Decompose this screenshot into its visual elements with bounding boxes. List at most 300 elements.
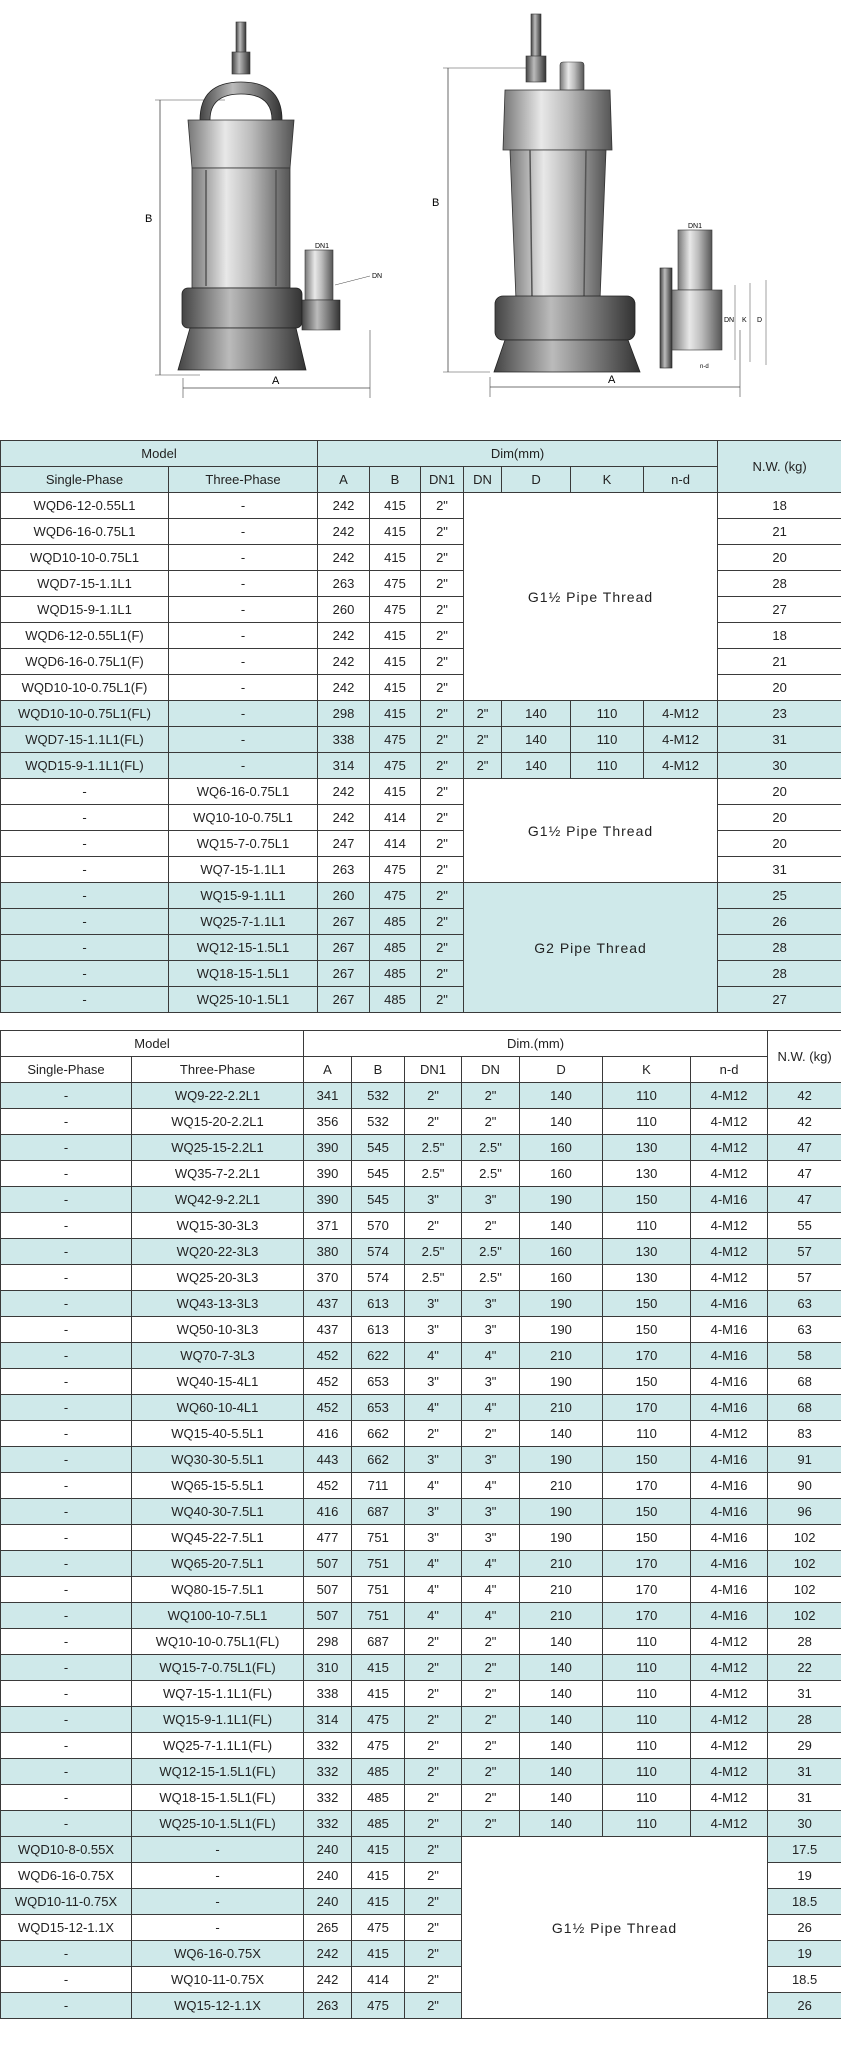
header-d-2: D [520, 1057, 603, 1083]
b-cell: 485 [352, 1811, 405, 1837]
three-cell: WQ50-10-3L3 [132, 1317, 304, 1343]
table-row [1, 1395, 841, 1421]
nw-cell: 58 [768, 1343, 841, 1369]
a-cell: 443 [304, 1447, 352, 1473]
a-cell: 390 [304, 1187, 352, 1213]
k-cell: 130 [603, 1135, 691, 1161]
dn1-cell: 2" [405, 1655, 462, 1681]
nd-cell: 4-M16 [691, 1551, 768, 1577]
single-cell: - [1, 1109, 132, 1135]
three-phase-cell: - [169, 753, 318, 779]
a-cell: 298 [304, 1629, 352, 1655]
table-row [1, 727, 841, 753]
dim-b-label-right: B [432, 197, 440, 209]
nd-cell: 4-M16 [691, 1369, 768, 1395]
three-phase-cell: WQ15-9-1.1L1 [169, 883, 318, 909]
dim-d-cell: 140 [502, 701, 571, 727]
dim-dn-label: DN [372, 273, 383, 280]
single-cell: - [1, 1421, 132, 1447]
dn-cell: 2" [462, 1707, 520, 1733]
b-cell: 485 [352, 1759, 405, 1785]
three-cell: WQ15-30-3L3 [132, 1213, 304, 1239]
table-row [1, 1343, 841, 1369]
a-cell: 390 [304, 1135, 352, 1161]
a-cell: 332 [304, 1733, 352, 1759]
nd-cell: 4-M12 [691, 1707, 768, 1733]
table-row [1, 779, 841, 805]
single-phase-cell: WQD6-16-0.75L1(F) [1, 649, 169, 675]
dim-dn1-cell: 2" [421, 831, 464, 857]
three-cell: WQ35-7-2.2L1 [132, 1161, 304, 1187]
table-row [1, 1655, 841, 1681]
dim-dn1-cell: 2" [421, 753, 464, 779]
dn-cell: 2" [462, 1733, 520, 1759]
b-cell: 475 [352, 1707, 405, 1733]
dim-b-cell: 414 [370, 831, 421, 857]
k-cell: 150 [603, 1369, 691, 1395]
b-cell: 532 [352, 1109, 405, 1135]
net-weight-cell: 19 [768, 1863, 841, 1889]
nw-cell: 47 [768, 1135, 841, 1161]
single-cell: - [1, 1239, 132, 1265]
single-phase-cell: WQD10-8-0.55X [1, 1837, 132, 1863]
a-cell: 370 [304, 1265, 352, 1291]
nw-cell: 83 [768, 1421, 841, 1447]
net-weight-cell: 19 [768, 1941, 841, 1967]
d-cell: 140 [520, 1811, 603, 1837]
header-d: D [502, 467, 571, 493]
dim-dn1-cell: 2" [421, 623, 464, 649]
dn1-cell: 2" [405, 1629, 462, 1655]
dim-dn1-cell: 2" [421, 883, 464, 909]
net-weight-cell: 28 [718, 935, 841, 961]
dim-dn1-cell: 2" [421, 493, 464, 519]
three-phase-cell: - [169, 493, 318, 519]
dim-d-label-right: D [757, 317, 763, 324]
dim-dn1-cell: 2" [421, 597, 464, 623]
single-phase-cell: WQD6-12-0.55L1(F) [1, 623, 169, 649]
d-cell: 210 [520, 1551, 603, 1577]
single-cell: - [1, 1551, 132, 1577]
dim-dn1-cell: 2" [405, 1993, 462, 2019]
net-weight-cell: 18 [718, 623, 841, 649]
single-phase-cell: WQD10-10-0.75L1(F) [1, 675, 169, 701]
d-cell: 140 [520, 1083, 603, 1109]
dn-cell: 3" [462, 1291, 520, 1317]
b-cell: 545 [352, 1135, 405, 1161]
single-phase-cell: - [1, 805, 169, 831]
nd-cell: 4-M16 [691, 1447, 768, 1473]
dim-dn1-cell: 2" [421, 857, 464, 883]
nd-cell: 4-M12 [691, 1785, 768, 1811]
dn1-cell: 2.5" [405, 1265, 462, 1291]
single-cell: - [1, 1135, 132, 1161]
table-row [1, 1551, 841, 1577]
dim-dn1-cell: 2" [405, 1967, 462, 1993]
single-cell: - [1, 1681, 132, 1707]
three-phase-cell: WQ15-7-0.75L1 [169, 831, 318, 857]
dim-b-cell: 415 [370, 519, 421, 545]
b-cell: 415 [352, 1681, 405, 1707]
dim-dn1-label: DN1 [315, 243, 330, 250]
d-cell: 140 [520, 1655, 603, 1681]
dim-a-cell: 242 [304, 1967, 352, 1993]
three-cell: WQ30-30-5.5L1 [132, 1447, 304, 1473]
k-cell: 130 [603, 1265, 691, 1291]
three-cell: WQ60-10-4L1 [132, 1395, 304, 1421]
single-cell: - [1, 1187, 132, 1213]
dn-cell: 2.5" [462, 1265, 520, 1291]
three-cell: WQ10-10-0.75L1(FL) [132, 1629, 304, 1655]
three-phase-cell: - [132, 1837, 304, 1863]
net-weight-cell: 20 [718, 545, 841, 571]
single-cell: - [1, 1629, 132, 1655]
single-cell: - [1, 1447, 132, 1473]
dim-a-label: A [272, 375, 280, 387]
nw-cell: 47 [768, 1187, 841, 1213]
dn-cell: 3" [462, 1187, 520, 1213]
dn1-cell: 2" [405, 1083, 462, 1109]
nw-cell: 28 [768, 1707, 841, 1733]
single-phase-cell: - [1, 831, 169, 857]
b-cell: 574 [352, 1239, 405, 1265]
three-cell: WQ40-30-7.5L1 [132, 1499, 304, 1525]
three-cell: WQ9-22-2.2L1 [132, 1083, 304, 1109]
k-cell: 170 [603, 1343, 691, 1369]
three-phase-cell: WQ10-11-0.75X [132, 1967, 304, 1993]
dim-dn-cell: 2" [464, 753, 502, 779]
three-cell: WQ25-10-1.5L1(FL) [132, 1811, 304, 1837]
a-cell: 416 [304, 1499, 352, 1525]
nw-cell: 68 [768, 1395, 841, 1421]
d-cell: 160 [520, 1265, 603, 1291]
dim-a-cell: 314 [318, 753, 370, 779]
three-cell: WQ43-13-3L3 [132, 1291, 304, 1317]
nd-cell: 4-M16 [691, 1577, 768, 1603]
a-cell: 437 [304, 1317, 352, 1343]
b-cell: 662 [352, 1421, 405, 1447]
nd-cell: 4-M12 [691, 1681, 768, 1707]
three-cell: WQ12-15-1.5L1(FL) [132, 1759, 304, 1785]
dim-a-cell: 242 [318, 493, 370, 519]
three-cell: WQ20-22-3L3 [132, 1239, 304, 1265]
k-cell: 150 [603, 1187, 691, 1213]
dim-b-cell: 415 [352, 1863, 405, 1889]
dim-dn-cell: 2" [464, 701, 502, 727]
a-cell: 341 [304, 1083, 352, 1109]
single-phase-cell: - [1, 883, 169, 909]
nw-cell: 31 [768, 1759, 841, 1785]
a-cell: 452 [304, 1473, 352, 1499]
dim-b-cell: 415 [370, 675, 421, 701]
k-cell: 110 [603, 1109, 691, 1135]
dim-b-cell: 415 [370, 545, 421, 571]
header-single-phase: Single-Phase [1, 467, 169, 493]
net-weight-cell: 27 [718, 987, 841, 1013]
dim-a-cell: 260 [318, 883, 370, 909]
net-weight-cell: 27 [718, 597, 841, 623]
d-cell: 140 [520, 1785, 603, 1811]
net-weight-cell: 20 [718, 675, 841, 701]
table-row [1, 1083, 841, 1109]
b-cell: 622 [352, 1343, 405, 1369]
dn-cell: 2" [462, 1109, 520, 1135]
dim-b-cell: 415 [370, 623, 421, 649]
b-cell: 653 [352, 1395, 405, 1421]
dim-b-cell: 414 [370, 805, 421, 831]
table-row [1, 1161, 841, 1187]
dn-cell: 2" [462, 1213, 520, 1239]
three-cell: WQ65-20-7.5L1 [132, 1551, 304, 1577]
single-cell: - [1, 1655, 132, 1681]
dim-dn1-cell: 2" [405, 1941, 462, 1967]
header-k: K [571, 467, 644, 493]
a-cell: 452 [304, 1369, 352, 1395]
single-cell: - [1, 1291, 132, 1317]
nd-cell: 4-M16 [691, 1603, 768, 1629]
dn1-cell: 2.5" [405, 1239, 462, 1265]
dim-b-cell: 415 [352, 1889, 405, 1915]
dim-b-label: B [145, 213, 153, 225]
dim-dn1-cell: 2" [421, 909, 464, 935]
k-cell: 130 [603, 1239, 691, 1265]
dim-a-cell: 267 [318, 909, 370, 935]
dim-b-cell: 475 [370, 571, 421, 597]
b-cell: 545 [352, 1161, 405, 1187]
header-dim-2: Dim.(mm) [304, 1031, 768, 1057]
single-phase-cell: WQD10-10-0.75L1(FL) [1, 701, 169, 727]
table-row [1, 1421, 841, 1447]
k-cell: 110 [603, 1655, 691, 1681]
dim-d-cell: 140 [502, 753, 571, 779]
three-phase-cell: WQ6-16-0.75X [132, 1941, 304, 1967]
d-cell: 190 [520, 1369, 603, 1395]
a-cell: 437 [304, 1291, 352, 1317]
table-row [1, 1837, 841, 1863]
nd-cell: 4-M16 [691, 1395, 768, 1421]
b-cell: 687 [352, 1499, 405, 1525]
b-cell: 532 [352, 1083, 405, 1109]
dim-a-label-right: A [608, 374, 616, 386]
single-phase-cell: - [1, 909, 169, 935]
single-phase-cell: - [1, 857, 169, 883]
dn1-cell: 2" [405, 1733, 462, 1759]
dn-cell: 4" [462, 1343, 520, 1369]
dn-cell: 3" [462, 1525, 520, 1551]
header-b-2: B [352, 1057, 405, 1083]
d-cell: 190 [520, 1187, 603, 1213]
three-phase-cell: - [169, 623, 318, 649]
single-phase-cell: - [1, 1941, 132, 1967]
dn1-cell: 3" [405, 1187, 462, 1213]
net-weight-cell: 31 [718, 857, 841, 883]
a-cell: 332 [304, 1785, 352, 1811]
dim-a-cell: 263 [318, 857, 370, 883]
dn-cell: 2" [462, 1811, 520, 1837]
nd-cell: 4-M16 [691, 1343, 768, 1369]
single-cell: - [1, 1369, 132, 1395]
dim-dn1-cell: 2" [405, 1837, 462, 1863]
nw-cell: 96 [768, 1499, 841, 1525]
nw-cell: 42 [768, 1083, 841, 1109]
nw-cell: 102 [768, 1577, 841, 1603]
spec-table-1 [0, 440, 841, 1013]
nw-cell: 30 [768, 1811, 841, 1837]
header-nw: N.W. (kg) [718, 441, 841, 493]
dn1-cell: 4" [405, 1577, 462, 1603]
dim-dn-label-right: DN [724, 317, 735, 324]
dim-dn1-cell: 2" [421, 701, 464, 727]
three-cell: WQ25-7-1.1L1(FL) [132, 1733, 304, 1759]
k-cell: 170 [603, 1577, 691, 1603]
net-weight-cell: 30 [718, 753, 841, 779]
dim-a-cell: 240 [304, 1863, 352, 1889]
single-phase-cell: - [1, 987, 169, 1013]
nw-cell: 31 [768, 1681, 841, 1707]
b-cell: 415 [352, 1655, 405, 1681]
single-cell: - [1, 1213, 132, 1239]
table-row [1, 493, 841, 519]
three-phase-cell: WQ18-15-1.5L1 [169, 961, 318, 987]
nd-cell: 4-M16 [691, 1291, 768, 1317]
dn-cell: 2" [462, 1681, 520, 1707]
single-phase-cell: WQD15-9-1.1L1 [1, 597, 169, 623]
pipe-thread-cell: G1½ Pipe Thread [462, 1837, 768, 2019]
a-cell: 507 [304, 1577, 352, 1603]
k-cell: 170 [603, 1395, 691, 1421]
table-row [1, 1759, 841, 1785]
dn1-cell: 2" [405, 1811, 462, 1837]
header-model: Model [1, 441, 318, 467]
three-cell: WQ80-15-7.5L1 [132, 1577, 304, 1603]
dim-a-cell: 242 [318, 649, 370, 675]
three-phase-cell: WQ15-12-1.1X [132, 1993, 304, 2019]
table-row [1, 883, 841, 909]
single-cell: - [1, 1577, 132, 1603]
net-weight-cell: 20 [718, 805, 841, 831]
dim-nd-cell: 4-M12 [644, 753, 718, 779]
net-weight-cell: 26 [768, 1915, 841, 1941]
single-phase-cell: - [1, 1993, 132, 2019]
dim-b-cell: 485 [370, 909, 421, 935]
net-weight-cell: 26 [718, 909, 841, 935]
header-nw-2: N.W. (kg) [768, 1031, 841, 1083]
single-cell: - [1, 1811, 132, 1837]
a-cell: 332 [304, 1759, 352, 1785]
dn1-cell: 3" [405, 1317, 462, 1343]
net-weight-cell: 28 [718, 961, 841, 987]
single-cell: - [1, 1317, 132, 1343]
pump-drawings [0, 0, 841, 438]
dn1-cell: 2" [405, 1785, 462, 1811]
table-row [1, 1733, 841, 1759]
header-model-2: Model [1, 1031, 304, 1057]
a-cell: 380 [304, 1239, 352, 1265]
dn1-cell: 2" [405, 1109, 462, 1135]
single-phase-cell: WQD10-11-0.75X [1, 1889, 132, 1915]
net-weight-cell: 18.5 [768, 1889, 841, 1915]
single-phase-cell: - [1, 1967, 132, 1993]
three-cell: WQ18-15-1.5L1(FL) [132, 1785, 304, 1811]
table-row [1, 1265, 841, 1291]
three-cell: WQ40-15-4L1 [132, 1369, 304, 1395]
dim-a-cell: 240 [304, 1889, 352, 1915]
nw-cell: 91 [768, 1447, 841, 1473]
d-cell: 190 [520, 1291, 603, 1317]
b-cell: 662 [352, 1447, 405, 1473]
header-three-phase-2: Three-Phase [132, 1057, 304, 1083]
table-row [1, 1499, 841, 1525]
single-cell: - [1, 1759, 132, 1785]
dn1-cell: 2" [405, 1681, 462, 1707]
d-cell: 210 [520, 1577, 603, 1603]
dn-cell: 2" [462, 1629, 520, 1655]
dim-b-cell: 485 [370, 935, 421, 961]
nd-cell: 4-M16 [691, 1525, 768, 1551]
nw-cell: 29 [768, 1733, 841, 1759]
dim-a-cell: 240 [304, 1837, 352, 1863]
three-phase-cell: - [132, 1889, 304, 1915]
dn-cell: 2.5" [462, 1161, 520, 1187]
k-cell: 110 [603, 1629, 691, 1655]
dim-a-cell: 242 [318, 545, 370, 571]
dim-k-label-right: K [742, 317, 747, 324]
three-cell: WQ45-22-7.5L1 [132, 1525, 304, 1551]
dim-b-cell: 475 [370, 857, 421, 883]
nd-cell: 4-M12 [691, 1265, 768, 1291]
nw-cell: 63 [768, 1291, 841, 1317]
table-row [1, 1525, 841, 1551]
single-cell: - [1, 1343, 132, 1369]
k-cell: 110 [603, 1733, 691, 1759]
b-cell: 687 [352, 1629, 405, 1655]
header-dn: DN [464, 467, 502, 493]
three-phase-cell: - [132, 1863, 304, 1889]
dn-cell: 2.5" [462, 1239, 520, 1265]
header-a: A [318, 467, 370, 493]
b-cell: 751 [352, 1551, 405, 1577]
header-dn1: DN1 [421, 467, 464, 493]
table-row [1, 1603, 841, 1629]
dn1-cell: 2.5" [405, 1161, 462, 1187]
dim-b-cell: 415 [352, 1941, 405, 1967]
pipe-thread-cell: G1½ Pipe Thread [464, 493, 718, 701]
single-cell: - [1, 1525, 132, 1551]
d-cell: 210 [520, 1343, 603, 1369]
dim-a-cell: 260 [318, 597, 370, 623]
d-cell: 160 [520, 1161, 603, 1187]
dim-dn1-cell: 2" [421, 571, 464, 597]
dn1-cell: 4" [405, 1395, 462, 1421]
net-weight-cell: 20 [718, 831, 841, 857]
three-phase-cell: - [132, 1915, 304, 1941]
b-cell: 475 [352, 1733, 405, 1759]
three-phase-cell: WQ25-7-1.1L1 [169, 909, 318, 935]
nd-cell: 4-M12 [691, 1239, 768, 1265]
dn1-cell: 2" [405, 1213, 462, 1239]
k-cell: 110 [603, 1811, 691, 1837]
three-phase-pump-drawing [432, 14, 766, 397]
dim-b-cell: 475 [370, 597, 421, 623]
d-cell: 140 [520, 1681, 603, 1707]
a-cell: 338 [304, 1681, 352, 1707]
d-cell: 140 [520, 1707, 603, 1733]
dn1-cell: 3" [405, 1369, 462, 1395]
nd-cell: 4-M12 [691, 1629, 768, 1655]
header-single-phase-2: Single-Phase [1, 1057, 132, 1083]
net-weight-cell: 23 [718, 701, 841, 727]
table-row [1, 753, 841, 779]
